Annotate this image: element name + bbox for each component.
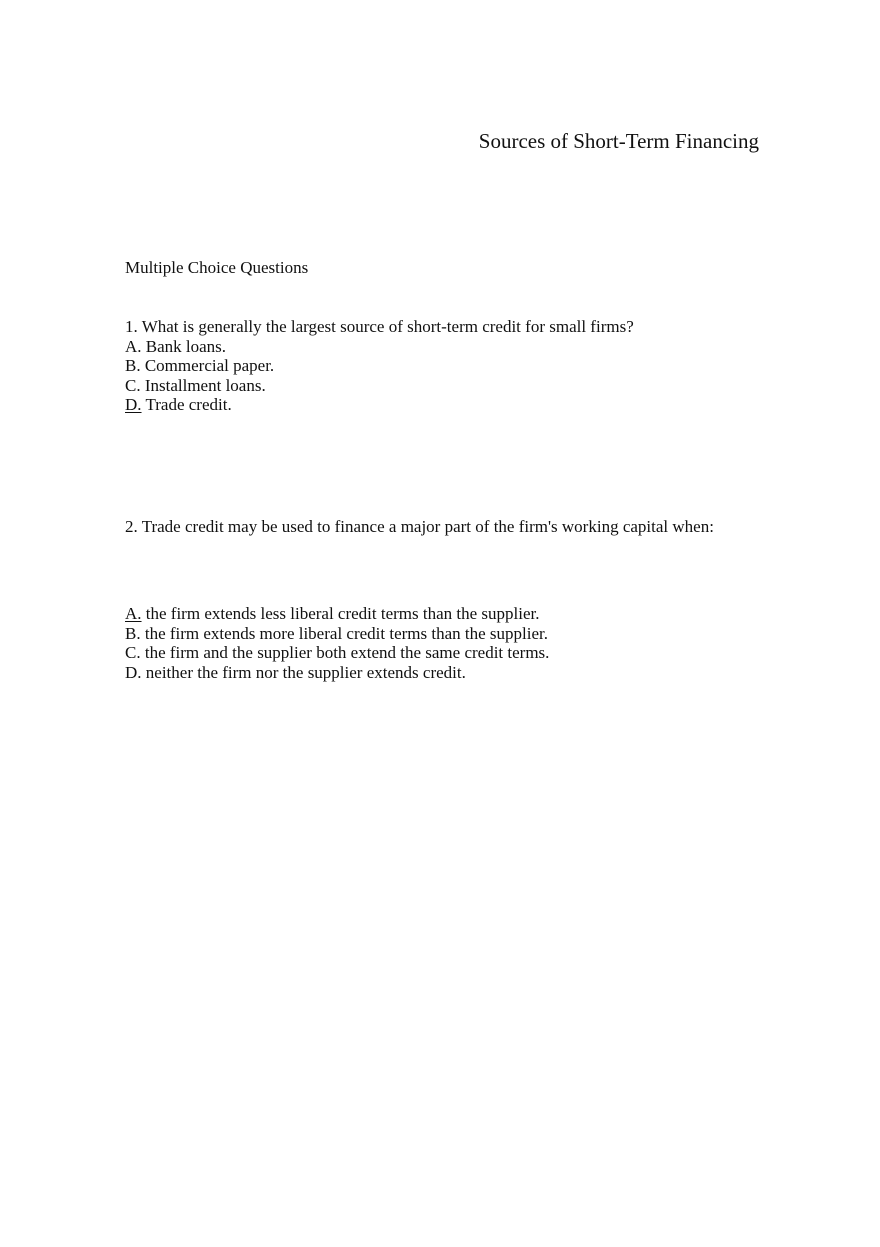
option-letter: C.	[125, 375, 141, 395]
question-1-option-c	[125, 376, 634, 396]
option-letter: B.	[125, 356, 141, 375]
option-letter: C.	[125, 643, 141, 662]
document-title: Sources of Short-Term Financing	[478, 129, 759, 153]
question-2-option-b	[125, 624, 549, 644]
option-text: Bank loans.	[141, 336, 227, 356]
question-2-stem: 2. Trade credit may be used to finance a major part of the firm's working capital when:	[125, 517, 714, 536]
option-text: the firm extends less liberal credit terms than the supplier.	[141, 604, 540, 623]
section-heading: Multiple Choice Questions	[125, 258, 309, 277]
option-text: Commercial paper.	[140, 356, 275, 375]
option-text: the firm extends more liberal credit terms than the supplier.	[140, 623, 548, 643]
option-text: neither the firm nor the supplier extends credit.	[141, 662, 466, 682]
question-2-option-c	[125, 643, 549, 663]
option-text: the firm and the supplier both extend the same credit terms.	[140, 643, 550, 662]
question-1-option-b	[125, 356, 634, 376]
correct-option-letter: D.	[125, 395, 142, 414]
option-text: Trade credit.	[141, 395, 232, 414]
question-2-option-d	[125, 663, 549, 683]
question-2-options	[125, 604, 549, 682]
question-1-stem: 1. What is generally the largest source of short-term credit for small firms?	[125, 317, 634, 336]
question-2-option-a	[125, 604, 549, 624]
question-1-option-d	[125, 395, 634, 415]
correct-option-letter: A.	[125, 604, 142, 623]
option-letter: B.	[125, 623, 141, 643]
question-1-option-a	[125, 337, 634, 357]
option-letter: D.	[125, 662, 142, 682]
option-text: Installment loans.	[140, 375, 266, 395]
question-2	[125, 517, 714, 537]
question-1	[125, 317, 634, 415]
option-letter: A.	[125, 336, 142, 356]
